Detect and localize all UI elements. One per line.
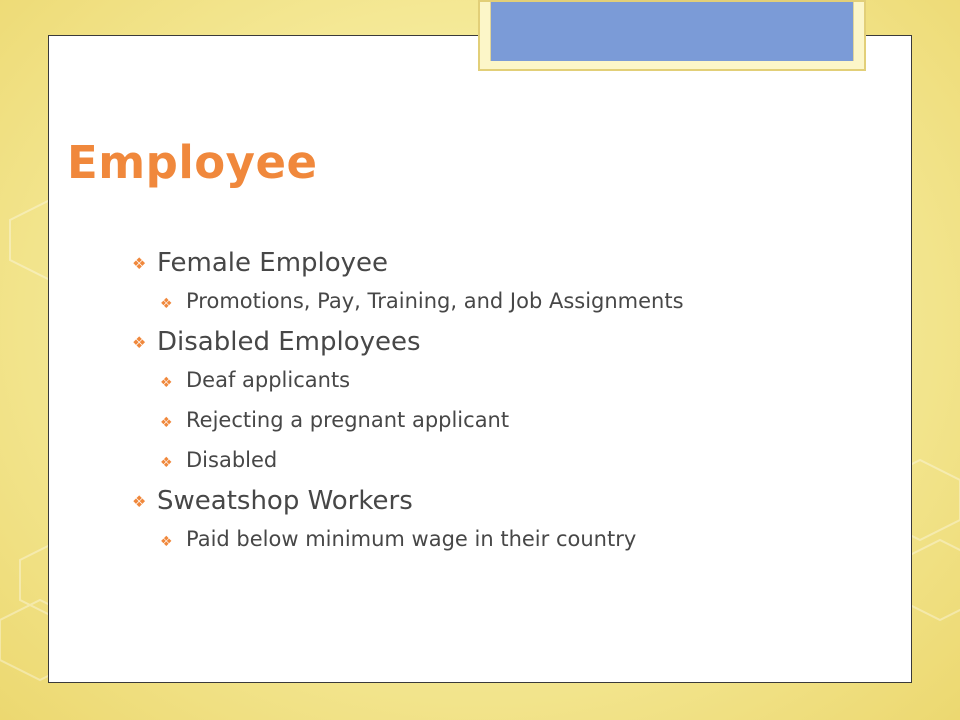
sub-bullet-item — [130, 366, 830, 394]
sub-bullet-item — [130, 287, 830, 315]
sub-bullet-item — [130, 446, 830, 474]
bullet-text: Promotions, Pay, Training, and Job Assignments — [186, 289, 684, 313]
bullet-item — [130, 248, 830, 278]
diamond-bullet-icon: ❖ — [160, 455, 173, 471]
slide-title: Employee — [67, 136, 318, 189]
bullet-text: Rejecting a pregnant applicant — [186, 408, 510, 432]
bullet-text: Sweatshop Workers — [157, 486, 413, 516]
diamond-bullet-icon: ❖ — [132, 254, 147, 273]
bullet-text: Deaf applicants — [186, 368, 351, 392]
bullet-text: Disabled Employees — [157, 327, 421, 357]
diamond-bullet-icon: ❖ — [160, 415, 173, 431]
accent-tab — [478, 0, 866, 71]
bullet-item — [130, 327, 830, 357]
diamond-bullet-icon: ❖ — [160, 296, 173, 312]
bullet-text: Female Employee — [157, 248, 389, 278]
diamond-bullet-icon: ❖ — [132, 492, 147, 511]
diamond-bullet-icon: ❖ — [160, 534, 173, 550]
sub-bullet-item — [130, 406, 830, 434]
sub-bullet-item — [130, 525, 830, 553]
bullet-item — [130, 486, 830, 516]
accent-tab-fill — [490, 2, 854, 61]
bullet-text: Disabled — [186, 448, 278, 472]
diamond-bullet-icon: ❖ — [132, 333, 147, 352]
bullet-list — [130, 248, 830, 565]
diamond-bullet-icon: ❖ — [160, 375, 173, 391]
bullet-text: Paid below minimum wage in their country — [186, 527, 637, 551]
